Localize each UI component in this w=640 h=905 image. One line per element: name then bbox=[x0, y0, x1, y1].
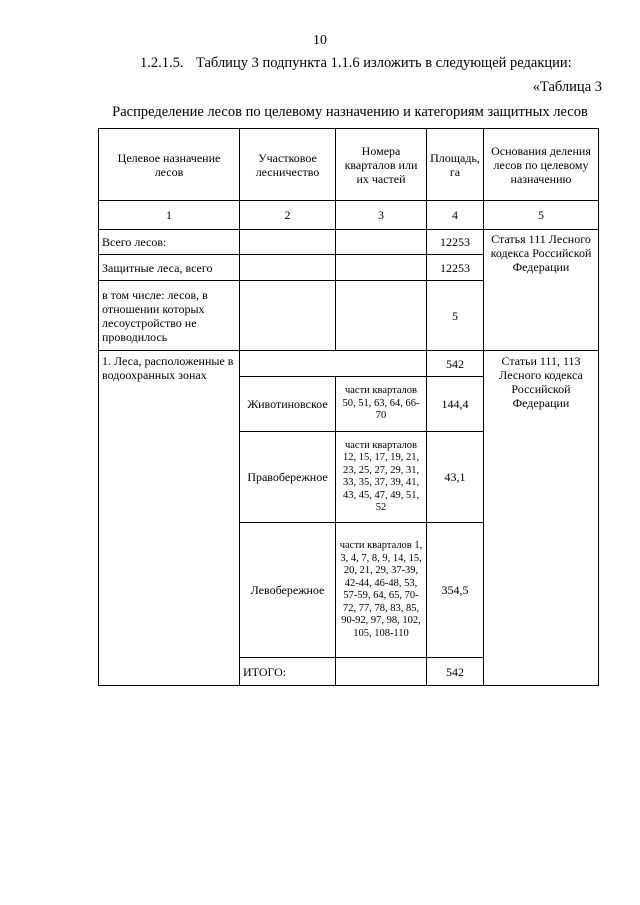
total-area: 542 bbox=[427, 658, 484, 686]
water-zone-area: 542 bbox=[427, 351, 484, 377]
column-number: 1 bbox=[99, 201, 240, 230]
total-quarters bbox=[336, 658, 427, 686]
forest-distribution-table bbox=[98, 128, 599, 686]
column-number: 5 bbox=[484, 201, 599, 230]
row-purpose: Всего лесов: bbox=[99, 230, 240, 255]
header-area: Площадь, га bbox=[427, 129, 484, 201]
row-purpose: Защитные леса, всего bbox=[99, 255, 240, 281]
page-number: 10 bbox=[313, 33, 327, 48]
water-zone-purpose: 1. Леса, расположенные в водоохранных зонах bbox=[99, 351, 240, 686]
header-basis: Основания деления лесов по целевому назначению bbox=[484, 129, 599, 201]
column-number: 4 bbox=[427, 201, 484, 230]
row-area: 43,1 bbox=[427, 432, 484, 523]
row-forestry bbox=[240, 230, 336, 255]
header-purpose: Целевое назначение лесов bbox=[99, 129, 240, 201]
row-quarters: части кварталов 1, 3, 4, 7, 8, 9, 14, 15, 20, 21, 29, 37-39, 42-44, 46-48, 53, 57-59, 64, 65, 70-72, 77, 78, 83, 85, 90-92, 97, 98, 102, 105, 108-110 bbox=[336, 523, 427, 658]
row-forestry bbox=[240, 281, 336, 351]
header-forestry: Участковое лесничество bbox=[240, 129, 336, 201]
row-forestry: Животиновское bbox=[240, 377, 336, 432]
table-row bbox=[99, 351, 599, 377]
row-area: 12253 bbox=[427, 255, 484, 281]
row-forestry bbox=[240, 255, 336, 281]
table-title: Распределение лесов по целевому назначению и категориям защитных лесов bbox=[112, 104, 588, 120]
row-area: 144,4 bbox=[427, 377, 484, 432]
amendment-number: 1.2.1.5. bbox=[140, 55, 184, 71]
row-area: 354,5 bbox=[427, 523, 484, 658]
row-quarters bbox=[336, 281, 427, 351]
table-label: «Таблица 3 bbox=[532, 79, 602, 95]
water-zone-empty bbox=[240, 351, 427, 377]
row-forestry: Левобережное bbox=[240, 523, 336, 658]
row-quarters bbox=[336, 230, 427, 255]
row-area: 5 bbox=[427, 281, 484, 351]
header-row bbox=[99, 129, 599, 201]
row-quarters: части кварталов 50, 51, 63, 64, 66-70 bbox=[336, 377, 427, 432]
row-quarters: части кварталов 12, 15, 17, 19, 21, 23, 25, 27, 29, 31, 33, 35, 37, 39, 41, 43, 45, 47, 49, 51, 52 bbox=[336, 432, 427, 523]
row-quarters bbox=[336, 255, 427, 281]
column-number: 3 bbox=[336, 201, 427, 230]
table-row bbox=[99, 230, 599, 255]
column-number-row bbox=[99, 201, 599, 230]
basis-cell: Статья 111 Лесного кодекса Российской Федерации bbox=[484, 230, 599, 351]
row-purpose: в том числе: лесов, в отношении которых лесоустройство не проводилось bbox=[99, 281, 240, 351]
total-label: ИТОГО: bbox=[240, 658, 336, 686]
row-area: 12253 bbox=[427, 230, 484, 255]
amendment-line bbox=[140, 55, 572, 72]
column-number: 2 bbox=[240, 201, 336, 230]
water-zone-basis: Статьи 111, 113 Лесного кодекса Российской Федерации bbox=[484, 351, 599, 686]
amendment-text: Таблицу 3 подпункта 1.1.6 изложить в следующей редакции: bbox=[196, 55, 572, 71]
row-forestry: Правобережное bbox=[240, 432, 336, 523]
header-quarters: Номера кварталов или их частей bbox=[336, 129, 427, 201]
